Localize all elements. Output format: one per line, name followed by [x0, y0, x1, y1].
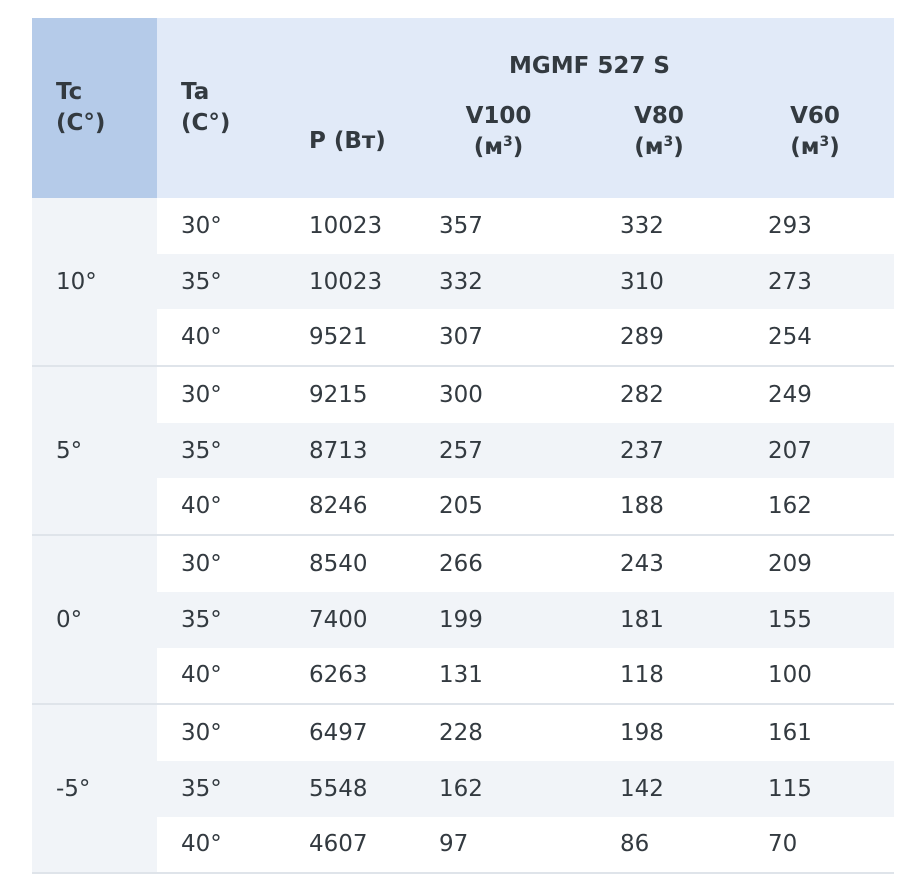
power-cell: 6263 [285, 648, 415, 705]
v100-cell: 357 [439, 212, 483, 239]
tc-cell: 10° [32, 198, 157, 366]
v60-cell: 209 [768, 550, 812, 577]
tc-cell: 5° [32, 366, 157, 535]
power-cell: 5548 [285, 761, 415, 817]
ta-cell: 35° [157, 761, 285, 817]
header-model: MGMF 527 S [285, 18, 894, 86]
ta-cell: 40° [157, 309, 285, 366]
v100-cell: 228 [439, 720, 483, 747]
header-v60 [736, 86, 894, 198]
v100-cell: 131 [415, 648, 582, 705]
v100-cell: 307 [415, 309, 582, 366]
v80-cell: 310 [582, 254, 736, 310]
v60-cell: 70 [736, 817, 894, 874]
v80-cell: 188 [582, 478, 736, 535]
header-v80-label: V80 [634, 102, 684, 129]
v60-cell: 249 [768, 381, 812, 408]
power-cell: 10023 [309, 212, 383, 239]
table-row [32, 254, 894, 310]
v80-cell: 282 [620, 381, 664, 408]
performance-table-container [32, 18, 894, 874]
v100-cell: 257 [415, 423, 582, 479]
table-header [32, 18, 894, 198]
v100-cell: 332 [415, 254, 582, 310]
ta-cell: 40° [157, 648, 285, 705]
ta-cell: 30° [181, 720, 222, 747]
ta-cell: 35° [157, 254, 285, 310]
ta-cell: 30° [181, 212, 222, 239]
header-tc-unit: (C°) [56, 110, 106, 136]
table-row [32, 535, 894, 592]
v100-cell: 97 [415, 817, 582, 874]
table-row [32, 366, 894, 423]
header-v100 [415, 86, 582, 198]
v60-cell: 293 [768, 212, 812, 239]
table-row [32, 592, 894, 648]
power-cell: 8246 [285, 478, 415, 535]
ta-cell: 35° [157, 423, 285, 479]
performance-table [32, 18, 894, 874]
table-body [32, 198, 894, 873]
header-v80-unit: $(м^3)$ [634, 134, 684, 160]
v100-cell: 162 [415, 761, 582, 817]
ta-cell: 40° [157, 817, 285, 874]
header-tc [32, 18, 157, 198]
header-tc-label: Tc [56, 78, 83, 105]
power-cell: 8713 [285, 423, 415, 479]
header-power: P (Вт) [285, 86, 415, 198]
power-cell: 7400 [285, 592, 415, 648]
power-cell: 9215 [309, 381, 368, 408]
table-row [32, 423, 894, 479]
v80-cell: 86 [582, 817, 736, 874]
v80-cell: 118 [582, 648, 736, 705]
tc-cell: 0° [32, 535, 157, 704]
v80-cell: 198 [620, 720, 664, 747]
v80-cell: 181 [582, 592, 736, 648]
header-v80 [582, 86, 736, 198]
v80-cell: 142 [582, 761, 736, 817]
v80-cell: 237 [582, 423, 736, 479]
ta-cell: 35° [157, 592, 285, 648]
ta-cell: 30° [181, 381, 222, 408]
table-row [32, 761, 894, 817]
header-v60-unit: $(м^3)$ [790, 134, 840, 160]
v60-cell: 100 [736, 648, 894, 705]
table-row [32, 478, 894, 535]
v80-cell: 243 [620, 550, 664, 577]
v100-cell: 199 [415, 592, 582, 648]
v60-cell: 273 [736, 254, 894, 310]
tc-cell: -5° [32, 704, 157, 873]
table-row [32, 817, 894, 874]
header-ta [157, 18, 285, 198]
v60-cell: 254 [736, 309, 894, 366]
header-v100-label: V100 [465, 102, 532, 129]
table-row [32, 704, 894, 761]
v100-cell: 300 [439, 381, 483, 408]
table-row [32, 309, 894, 366]
power-cell: 9521 [285, 309, 415, 366]
table-row [32, 198, 894, 254]
ta-cell: 30° [181, 550, 222, 577]
v60-cell: 115 [736, 761, 894, 817]
power-cell: 8540 [309, 550, 368, 577]
header-v60-label: V60 [790, 102, 840, 129]
header-v100-unit: $(м^3)$ [473, 134, 524, 160]
ta-cell: 40° [157, 478, 285, 535]
v100-cell: 266 [439, 550, 483, 577]
header-ta-label: Ta [181, 78, 210, 105]
header-ta-unit: (C°) [181, 110, 231, 136]
v60-cell: 207 [736, 423, 894, 479]
power-cell: 6497 [309, 720, 368, 747]
v60-cell: 161 [768, 720, 812, 747]
power-cell: 4607 [285, 817, 415, 874]
v100-cell: 205 [415, 478, 582, 535]
v80-cell: 289 [582, 309, 736, 366]
v60-cell: 155 [736, 592, 894, 648]
v80-cell: 332 [620, 212, 664, 239]
v60-cell: 162 [736, 478, 894, 535]
power-cell: 10023 [285, 254, 415, 310]
table-row [32, 648, 894, 705]
